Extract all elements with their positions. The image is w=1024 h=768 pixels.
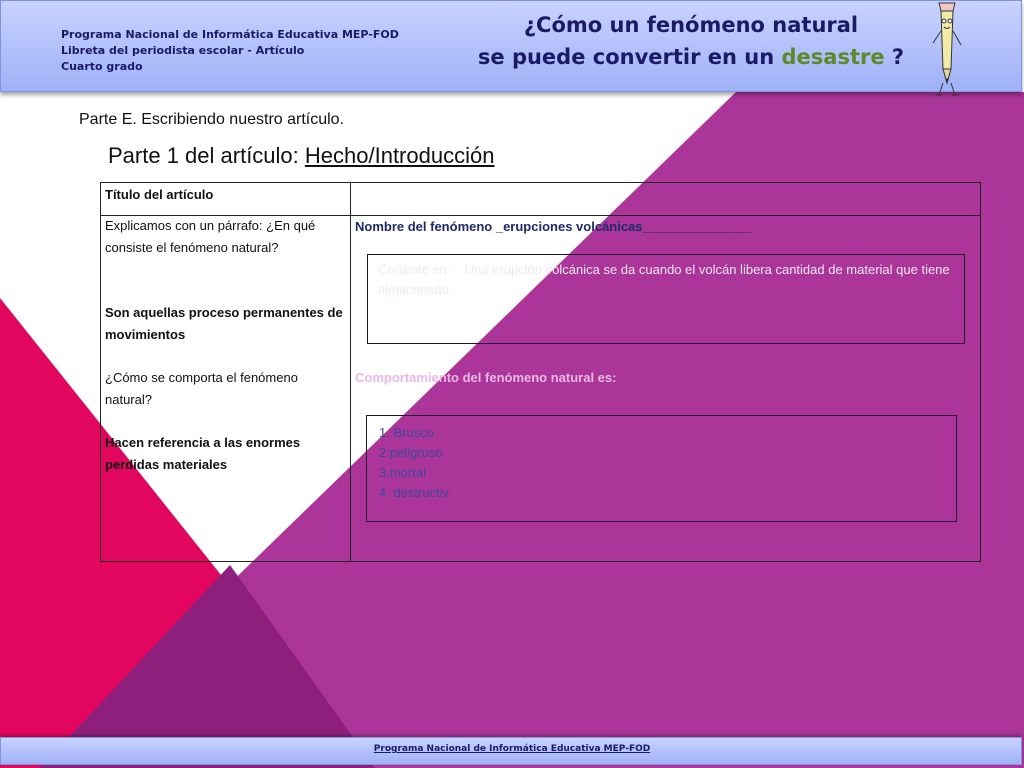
bottom-banner: [0, 737, 1022, 765]
title-line-2: se puede convertir en un desastre ?: [477, 45, 905, 69]
consiste-description: Una erupción volcánica se da cuando el volcán libera cantidad de material que tiene almacenado.: [378, 262, 950, 297]
page-title: [471, 9, 911, 73]
answer-behavior: Hacen referencia a las enormes perdidas materiales: [105, 435, 301, 472]
table-column-divider: [350, 182, 351, 562]
consiste-label: Consiste en:: [378, 262, 451, 277]
pencil-mascot-icon: [929, 1, 969, 99]
notebook-label: Libreta del periodista escolar - Artículo: [61, 44, 305, 57]
title-accent-word: desastre: [781, 45, 885, 69]
behavior-list: [379, 423, 449, 503]
grade-label: Cuarto grado: [61, 60, 143, 73]
question-behavior: ¿Cómo se comporta el fenómeno natural?: [105, 370, 298, 407]
answer-what-is: Son aquellas proceso permanentes de movimientos: [105, 305, 343, 342]
phenomenon-name-field[interactable]: Nombre del fenómeno _erupciones volcánicas_______________: [355, 219, 751, 234]
title-cell-label: Título del artículo: [105, 187, 214, 202]
consiste-text: [378, 260, 958, 300]
consiste-text-box[interactable]: [367, 254, 965, 344]
section-heading: Parte 1 del artículo: Hecho/Introducción: [108, 143, 495, 168]
title-line-1: ¿Cómo un fenómeno natural: [523, 13, 859, 37]
behavior-item-2: 2.peligroso: [379, 445, 443, 460]
program-name: Programa Nacional de Informática Educativa MEP-FOD: [61, 28, 399, 41]
section-subtitle: Parte E. Escribiendo nuestro artículo.: [79, 111, 345, 128]
behavior-item-3: 3.mortal: [379, 465, 426, 480]
question-what-is: Explicamos con un párrafo: ¿En qué consiste el fenómeno natural?: [105, 218, 316, 255]
behavior-list-box[interactable]: [366, 415, 957, 522]
top-banner: [0, 0, 1022, 92]
behavior-item-1: 1. Brusco: [379, 425, 434, 440]
footer-text: Programa Nacional de Informática Educativa MEP-FOD: [373, 744, 651, 754]
behavior-label: Comportamiento del fenómeno natural es:: [355, 370, 617, 385]
behavior-item-4: 4. destructiv: [379, 485, 450, 500]
section-heading-link: Hecho/Introducción: [304, 143, 495, 168]
